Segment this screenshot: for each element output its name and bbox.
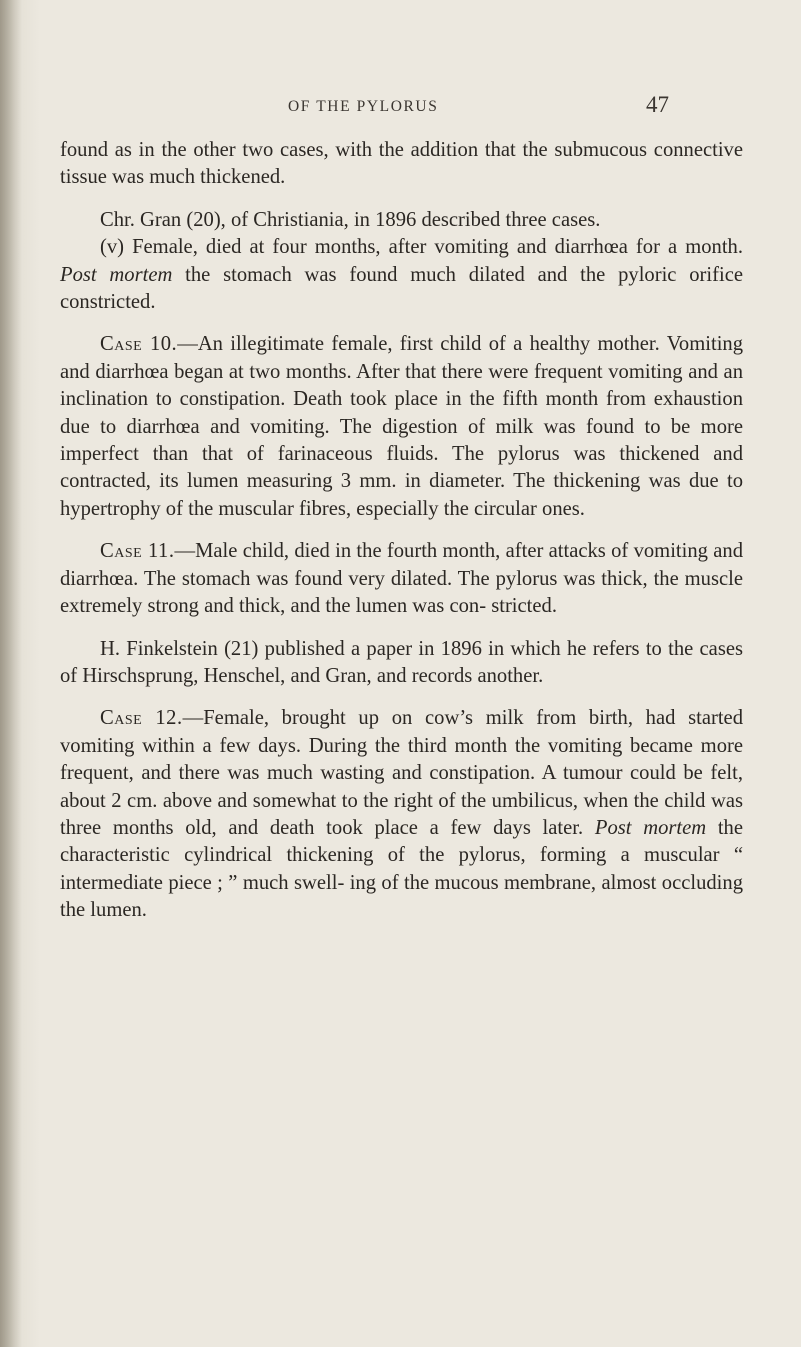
post-mortem-italic: Post mortem [60,263,173,286]
paragraph-case-12 [60,705,743,924]
gutter-shadow [0,0,22,1347]
case-12-text: —Female, brought up on cow’s milk from birth, had started vomiting within a few days. During the third month the vomiting became more frequent, and there was much wasting and constipation. A tumour could be felt, about 2 cm. above and somewhat to the right of the umbilicus, when the child was three months old, and death took place a few days later. [60,707,743,839]
running-head [0,92,801,122]
case-11-label: Case 11. [100,540,175,563]
paragraph-finkelstein: H. Finkelstein (21) published a paper in 1896 in which he refers to the cases of Hirschsprung, Henschel, and Gran, and records another. [60,637,743,687]
body-text [60,137,743,940]
paragraph-case-10 [60,331,743,523]
case-12-rest: the characteristic cylindrical thickening of the pylorus, forming a muscular “ intermediate piece ; ” much swell- ing of the mucous membrane, almost occluding the lumen. [60,816,743,922]
post-mortem-italic-2: Post mortem [594,816,707,839]
case-10-text: —An illegitimate female, first child of a healthy mother. Vomiting and diarrhœa began at two months. After that there were frequent vomiting and an inclination to constipation. Death took place in the fifth month from exhaustion due to diarrhœa and vomiting. The digestion of milk was found to be more imperfect than that of farinaceous fluids. The pylorus was thickened and contracted, its lumen measuring 3 mm. in diameter. The thickening was due to hypertrophy of the muscular fibres, especially the circular ones. [60,333,744,520]
paragraph-case-v [60,234,743,316]
paragraph-continuation: found as in the other two cases, with the addition that the submucous connective tissue was much thickened. [60,139,743,189]
running-head-title: OF THE PYLORUS [288,98,439,115]
page-number: 47 [646,92,669,117]
case-11-text: —Male child, died in the fourth month, after attacks of vomiting and diarrhœa. The stomach was found very dilated. The pylorus was thick, the muscle extremely strong and thick, and the lumen was con- stricted. [60,540,744,618]
case-12-label: Case 12. [100,707,183,730]
paragraph-gran: Chr. Gran (20), of Christiania, in 1896 described three cases. [100,208,601,231]
case-10-label: Case 10. [100,333,178,356]
case-v-rest: the stomach was found much dilated and the pyloric orifice constricted. [60,263,743,314]
case-v-lead: (v) Female, died at four months, after vomiting and diarrhœa for a month. [100,236,743,259]
paragraph-case-11 [60,538,743,620]
